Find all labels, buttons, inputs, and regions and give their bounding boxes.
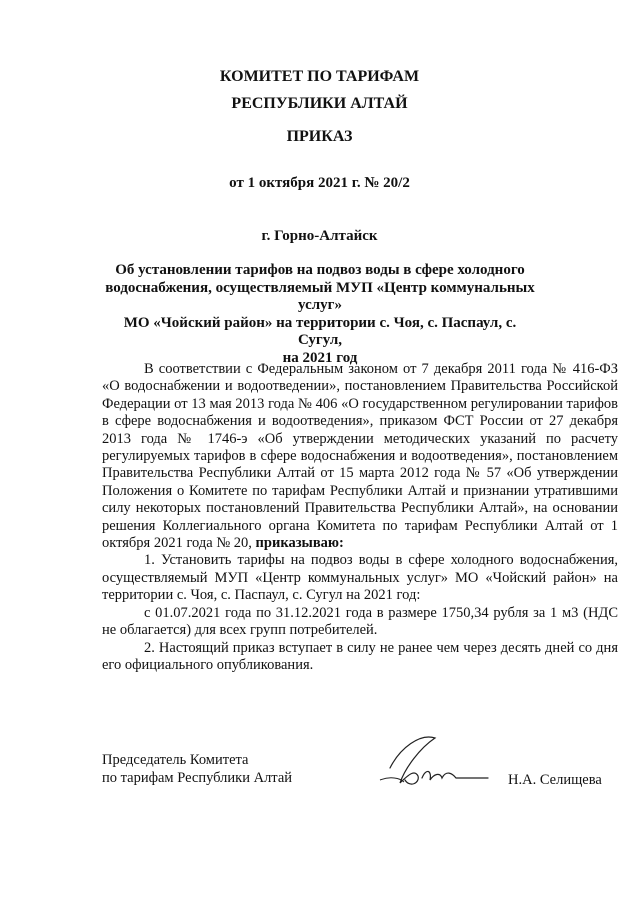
position-line: по тарифам Республики Алтай — [102, 769, 293, 786]
signatory-name: Н.А. Селищева — [508, 772, 602, 788]
document-city: г. Горно-Алтайск — [261, 228, 378, 244]
position-line: Председатель Комитета — [102, 752, 249, 768]
document-type: ПРИКАЗ — [286, 128, 353, 145]
document-title — [100, 262, 540, 367]
title-line: МО «Чойский район» на территории с. Чоя, с. Паспаул, с. Сугул, — [123, 314, 517, 348]
order-item-2: 2. Настоящий приказ вступает в силу не ранее чем через десять дней со дня его официального опубликования. — [102, 639, 618, 673]
title-line: на 2021 год — [282, 349, 358, 366]
order-item-1: 1. Установить тарифы на подвоз воды в сфере холодного водоснабжения, осуществляемый МУП «Центр коммунальных услуг» МО «Чойский район» на территории с. Чоя, с. Паспаул, с. Сугул на 2021 год: — [102, 552, 618, 604]
title-line: водоснабжения, осуществляемый МУП «Центр коммунальных услуг» — [105, 279, 535, 313]
orders-word: приказываю: — [255, 535, 344, 552]
preamble-paragraph — [102, 361, 618, 552]
org-name-line2: РЕСПУБЛИКИ АЛТАЙ — [231, 95, 408, 112]
preamble-text: В соответствии с Федеральным законом от 7 декабря 2011 года № 416-ФЗ «О водоснабжении и водоотведении», постановлением Правительства Российской Федерации от 13 мая 2013 года № 406 «О государственном регулировании тарифов в сфере водоснабжения и водоотведения», приказом ФСТ России от 27 декабря 2013 года № 1746-э «Об утверждении методических указаний по расчету регулируемых тарифов в сфере водоснабжения и водоотведения», постановлением Правительства Республики Алтай от 15 марта 2012 года № 57 «Об утверждении Положения о Комитете по тарифам Республики Алтай и признании утратившими силу некоторых постановлений Правительства Республики Алтай», на основании решения Коллегиального органа Комитета по тарифам Республики Алтай от 1 октября 2021 года № 20, — [102, 361, 618, 552]
document-date-number: от 1 октября 2021 г. № 20/2 — [229, 175, 410, 191]
order-item-1-detail: с 01.07.2021 года по 31.12.2021 года в размере 1750,34 рубля за 1 м3 (НДС не облагается) для всех групп потребителей. — [102, 604, 618, 639]
org-name-line1: КОМИТЕТ ПО ТАРИФАМ — [219, 68, 420, 85]
handwritten-signature — [360, 728, 490, 798]
title-line: Об установлении тарифов на подвоз воды в сфере холодного — [115, 262, 525, 278]
signatory-position — [102, 752, 292, 787]
document-body — [102, 361, 618, 674]
